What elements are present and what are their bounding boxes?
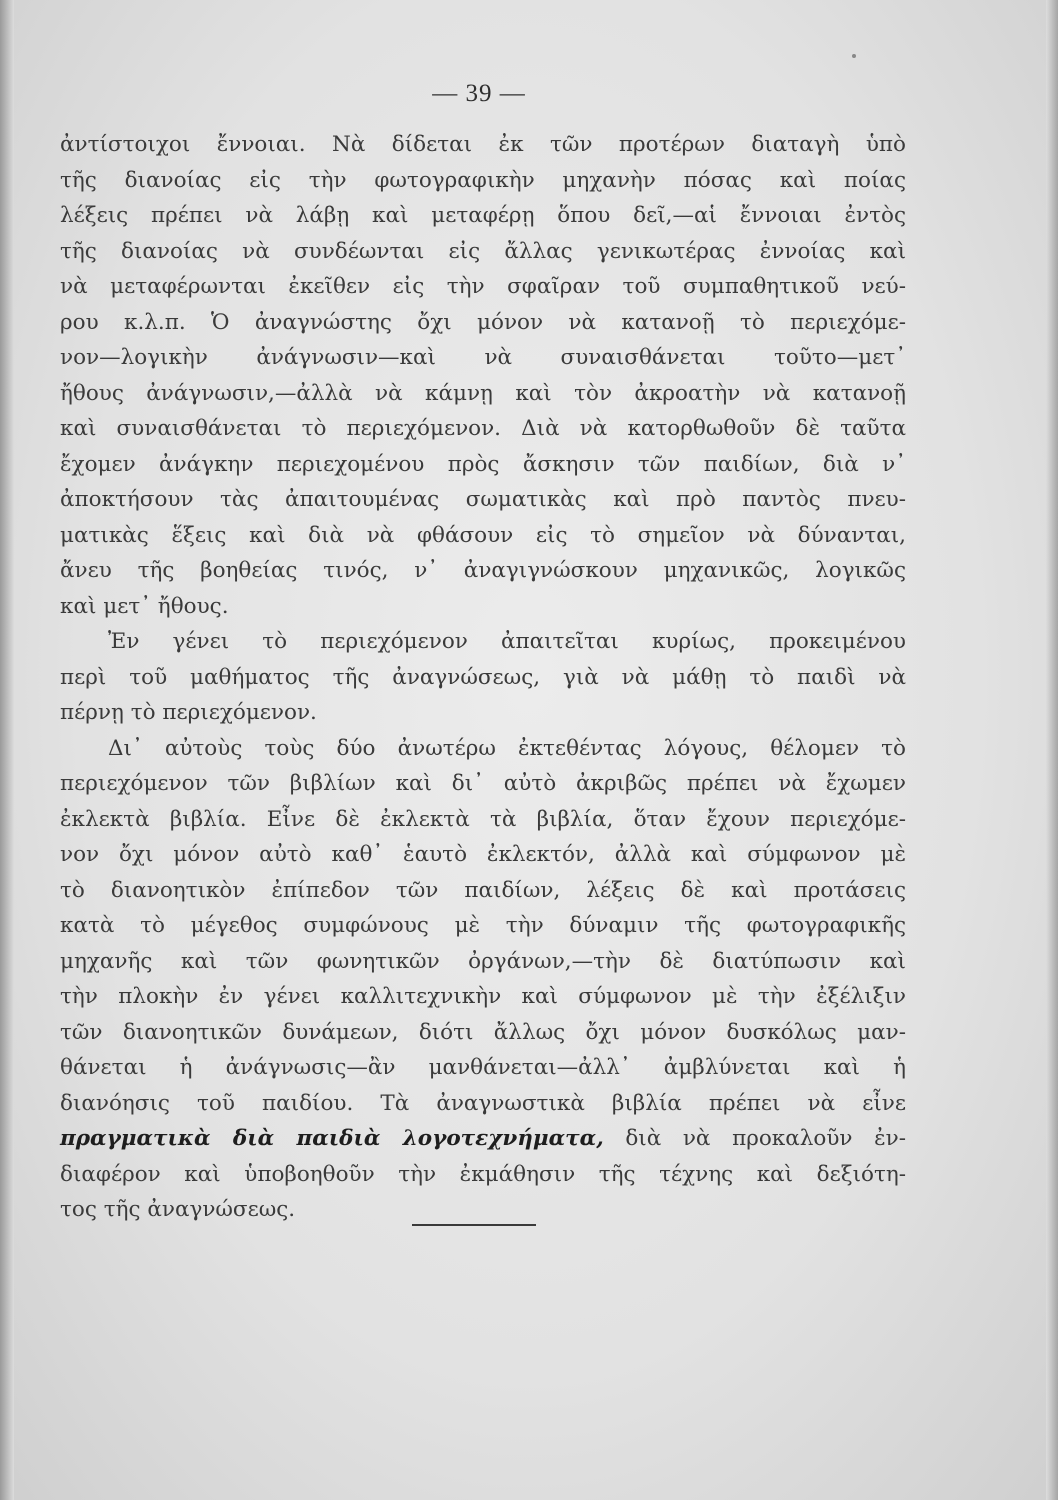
text-line: περὶ τοῦ μαθήματος τῆς ἀναγνώσεως, γιὰ νὰ μάθῃ τὸ παιδὶ νὰ bbox=[60, 664, 906, 690]
text-line: τῆς διανοίας εἰς τὴν φωτογραφικὴν μηχανὴν πόσας καὶ ποίας bbox=[60, 167, 906, 193]
text-line: θάνεται ἡ ἀνάγνωσις—ἂν μανθάνεται—ἀλλ᾽ ἀμβλύνεται καὶ ἡ bbox=[60, 1055, 906, 1080]
text-line: καὶ συναισθάνεται τὸ περιεχόμενον. Διὰ νὰ κατορθωθοῦν δὲ ταῦτα bbox=[60, 416, 906, 441]
page-number: — 39 — bbox=[432, 80, 526, 107]
text-line: τῶν διανοητικῶν δυνάμεων, διότι ἄλλως ὄχι μόνον δυσκόλως μαν- bbox=[60, 1019, 906, 1045]
text-line: ἔχομεν ἀνάγκην περιεχομένου πρὸς ἄσκησιν τῶν παιδίων, διὰ ν᾽ bbox=[60, 451, 906, 477]
text-line: Δι᾽ αὐτοὺς τοὺς δύο ἀνωτέρω ἐκτεθέντας λόγους, θέλομεν τὸ bbox=[108, 735, 906, 761]
text-line: τος τῆς ἀναγνώσεως. bbox=[60, 1197, 296, 1222]
text-line: τὸ διανοητικὸν ἐπίπεδον τῶν παιδίων, λέξεις δὲ καὶ προτάσεις bbox=[60, 877, 906, 903]
text-line: τὴν πλοκὴν ἐν γένει καλλιτεχνικὴν καὶ σύμφωνον μὲ τὴν ἐξέλιξιν bbox=[60, 984, 906, 1009]
text-line: ἤθους ἀνάγνωσιν,—ἀλλὰ νὰ κάμνῃ καὶ τὸν ἀκροατὴν νὰ κατανοῇ bbox=[60, 380, 906, 406]
text-line: διανόησις τοῦ παιδίου. Τὰ ἀναγνωστικὰ βιβλία πρέπει νὰ εἶνε bbox=[60, 1090, 906, 1116]
body-text bbox=[60, 127, 906, 1228]
text-line: ρου κ.λ.π. Ὁ ἀναγνώστης ὄχι μόνον νὰ κατανοῇ τὸ περιεχόμε- bbox=[60, 309, 906, 335]
emphasis-text: πραγματικὰ διὰ παιδιὰ λογοτεχνήματα, bbox=[60, 1126, 604, 1151]
text-line: ἀποκτήσουν τὰς ἀπαιτουμένας σωματικὰς καὶ πρὸ παντὸς πνευ- bbox=[60, 487, 906, 512]
text-line: καὶ μετ᾽ ἤθους. bbox=[60, 593, 229, 619]
text-line: τῆς διανοίας νὰ συνδέωνται εἰς ἄλλας γενικωτέρας ἐννοίας καὶ bbox=[60, 238, 906, 264]
text-line: νον—λογικὴν ἀνάγνωσιν—καὶ νὰ συναισθάνεται τοῦτο—μετ᾽ bbox=[60, 345, 906, 370]
emphasis-line bbox=[60, 1121, 906, 1157]
text-line: ἀντίστοιχοι ἔννοιαι. Νὰ δίδεται ἐκ τῶν προτέρων διαταγὴ ὑπὸ bbox=[60, 132, 906, 157]
text-line: διαφέρον καὶ ὑποβοηθοῦν τὴν ἐκμάθησιν τῆς τέχνης καὶ δεξιότη- bbox=[60, 1161, 906, 1187]
dust-speck bbox=[852, 54, 856, 58]
end-divider bbox=[412, 1224, 536, 1226]
text-line: ἐκλεκτὰ βιβλία. Εἶνε δὲ ἐκλεκτὰ τὰ βιβλία, ὅταν ἔχουν περιεχόμε- bbox=[60, 806, 906, 832]
text-line: κατὰ τὸ μέγεθος συμφώνους μὲ τὴν δύναμιν τῆς φωτογραφικῆς bbox=[60, 913, 906, 938]
text-line: ἄνευ τῆς βοηθείας τινός, ν᾽ ἀναγιγνώσκουν μηχανικῶς, λογικῶς bbox=[60, 558, 906, 583]
text-line: Ἐν γένει τὸ περιεχόμενον ἀπαιτεῖται κυρίως, προκειμένου bbox=[108, 629, 906, 654]
text-line: πέρνῃ τὸ περιεχόμενον. bbox=[60, 700, 317, 725]
text-line: ματικὰς ἕξεις καὶ διὰ νὰ φθάσουν εἰς τὸ σημεῖον νὰ δύνανται, bbox=[60, 522, 906, 548]
emphasis-line-rest: διὰ νὰ προκαλοῦν ἐν- bbox=[625, 1126, 906, 1151]
text-line: μηχανῆς καὶ τῶν φωνητικῶν ὀργάνων,—τὴν δὲ διατύπωσιν καὶ bbox=[60, 948, 906, 974]
page-shadow-left bbox=[0, 0, 14, 1500]
page-shadow-right bbox=[1046, 0, 1058, 1500]
text-line: νον ὄχι μόνον αὐτὸ καθ᾽ ἑαυτὸ ἐκλεκτόν, ἀλλὰ καὶ σύμφωνον μὲ bbox=[60, 842, 906, 867]
text-line: περιεχόμενον τῶν βιβλίων καὶ δι᾽ αὐτὸ ἀκριβῶς πρέπει νὰ ἔχωμεν bbox=[60, 771, 906, 796]
text-line: λέξεις πρέπει νὰ λάβῃ καὶ μεταφέρῃ ὅπου δεῖ,—αἱ ἔννοιαι ἐντὸς bbox=[60, 203, 906, 228]
text-line: νὰ μεταφέρωνται ἐκεῖθεν εἰς τὴν σφαῖραν τοῦ συμπαθητικοῦ νεύ- bbox=[60, 274, 906, 299]
